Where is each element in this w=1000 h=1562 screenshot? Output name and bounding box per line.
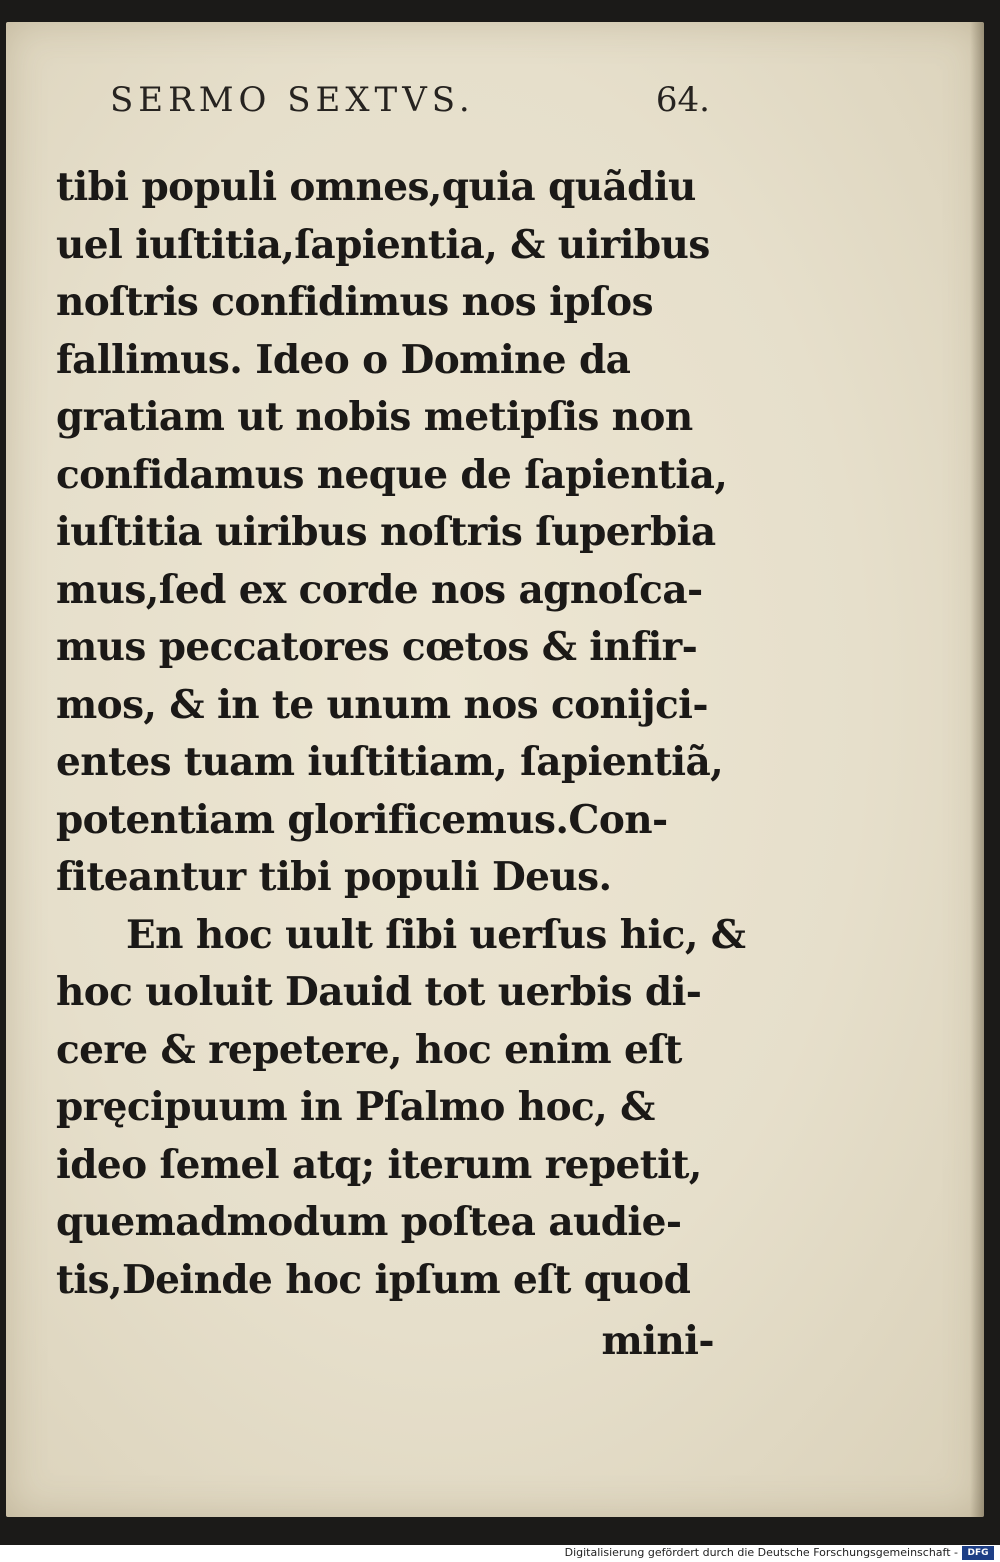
text-line: gratiam ut nobis metipſis non xyxy=(56,394,693,440)
book-page xyxy=(6,22,984,1517)
text-line: mus,ſed ex corde nos agnoſca- xyxy=(56,566,703,613)
text-line: fiteantur tibi populi Deus. xyxy=(56,854,612,900)
text-line: mos, & in te unum nos conijci- xyxy=(56,681,708,728)
page-number: 64. xyxy=(655,80,710,120)
text-line: uel iuſtitia,ſapientia, & uiribus xyxy=(56,221,710,268)
text-line: quemadmodum poſtea audie- xyxy=(56,1199,682,1245)
text-line: hoc uoluit Dauid tot uerbis di- xyxy=(56,969,702,1015)
text-line: cere & repetere, hoc enim eſt xyxy=(56,1026,682,1073)
paragraph-start-line: En hoc uult ſibi uerſus hic, & xyxy=(126,911,746,958)
running-head xyxy=(110,80,710,130)
text-line: mus peccatores cœtos & infir- xyxy=(56,624,698,670)
running-title: SERMO SEXTVS. xyxy=(110,80,475,120)
catchword: mini- xyxy=(601,1318,714,1364)
page-edge-shadow xyxy=(970,22,984,1517)
text-line: ideo ſemel atq; iterum repetit, xyxy=(56,1141,702,1188)
text-line: noſtris confidimus nos ipſos xyxy=(56,279,653,325)
digitization-footer xyxy=(0,1545,1000,1562)
text-line: potentiam glorificemus.Con- xyxy=(56,796,668,843)
text-line: pręcipuum in Pſalmo hoc, & xyxy=(56,1084,655,1130)
footer-credit: Digitalisierung gefördert durch die Deutsche Forschungsgemeinschaft - xyxy=(564,1546,958,1559)
text-line: iuſtitia uiribus noſtris ſuperbia xyxy=(56,509,716,555)
text-line: fallimus. Ideo o Domine da xyxy=(56,336,631,383)
body-text xyxy=(56,159,746,1371)
text-line: tibi populi omnes,quia quãdiu xyxy=(56,164,696,210)
text-line: confidamus neque de ſapientia, xyxy=(56,451,728,498)
dfg-logo: DFG xyxy=(962,1546,994,1560)
text-line: tis,Deinde hoc ipſum eſt quod xyxy=(56,1256,691,1303)
text-line: entes tuam iuſtitiam, ſapientiã, xyxy=(56,739,724,785)
